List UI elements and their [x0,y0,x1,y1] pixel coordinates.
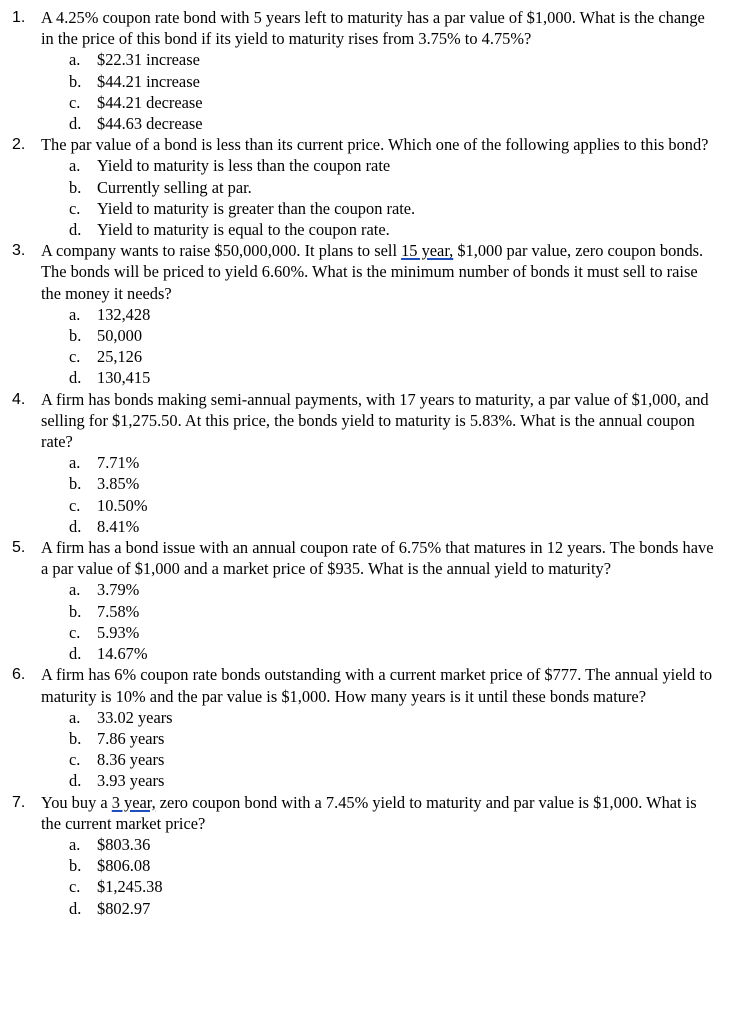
option-text: 10.50% [97,495,148,515]
option-text: 7.86 years [97,728,165,748]
option-letter: a. [69,580,81,600]
answer-options [41,49,720,134]
question-1 [0,7,738,134]
question-text: A firm has bonds making semi-annual payments, with 17 years to maturity, a par value of $1,000, and selling for $1,275.50. At this price, the bonds yield to maturity is 5.83%. What is the annual coupon rate? [41,389,709,452]
answer-option [41,473,720,494]
option-text: 3.79% [97,580,140,600]
option-text: Yield to maturity is less than the coupon rate [97,156,391,176]
option-letter: c. [69,750,81,770]
answer-option [41,728,720,749]
question-text-part: A company wants to raise $50,000,000. It plans to sell [41,241,402,261]
option-letter: c. [69,877,81,897]
document-body [0,7,738,919]
option-letter: d. [69,516,82,536]
option-text: 25,126 [97,347,143,367]
option-text: 3.85% [97,474,140,494]
answer-option [41,92,720,113]
option-letter: c. [69,347,81,367]
option-letter: b. [69,728,82,748]
answer-option [41,346,720,367]
question-number: 2. [12,136,26,154]
option-letter: d. [69,771,82,791]
underlined-term: 15 year, [401,241,454,261]
answer-options [41,834,720,919]
question-number: 3. [12,242,26,260]
option-letter: b. [69,326,82,346]
answer-option [41,601,720,622]
question-5 [0,537,738,664]
option-text: 14.67% [97,644,148,664]
option-letter: d. [69,644,82,664]
option-text: Yield to maturity is greater than the coupon rate. [97,198,416,218]
option-letter: a. [69,304,81,324]
option-letter: c. [69,622,81,642]
option-text: $1,245.38 [97,877,163,897]
option-letter: a. [69,156,81,176]
option-text: Yield to maturity is equal to the coupon rate. [97,220,390,240]
answer-option [41,155,720,176]
question-text [41,792,720,834]
question-text: The par value of a bond is less than its current price. Which one of the following applies to this bond? [41,135,709,155]
option-text: $44.21 increase [97,71,200,91]
option-text: 50,000 [97,326,143,346]
option-letter: d. [69,220,82,240]
option-text: 7.58% [97,601,140,621]
option-text: 3.93 years [97,771,165,791]
option-text: $806.08 [97,856,151,876]
answer-option [41,198,720,219]
answer-option [41,495,720,516]
answer-option [41,770,720,791]
option-letter: a. [69,834,81,854]
answer-option [41,707,720,728]
option-letter: c. [69,92,81,112]
option-letter: b. [69,856,82,876]
option-text: 33.02 years [97,707,173,727]
option-text: 5.93% [97,622,140,642]
option-letter: a. [69,50,81,70]
option-text: $802.97 [97,898,151,918]
option-letter: b. [69,177,82,197]
question-number: 7. [12,793,26,811]
question-3 [0,240,738,388]
answer-option [41,643,720,664]
answer-option [41,219,720,240]
answer-option [41,622,720,643]
question-7 [0,792,738,919]
question-text: A firm has a bond issue with an annual coupon rate of 6.75% that matures in 12 years. The bonds have a par value of $1,000 and a market price of $935. What is the annual yield to maturity? [41,538,714,579]
option-letter: b. [69,474,82,494]
answer-option [41,325,720,346]
option-text: 8.36 years [97,750,165,770]
answer-option [41,304,720,325]
answer-option [41,113,720,134]
option-letter: d. [69,368,82,388]
answer-option [41,177,720,198]
answer-option [41,49,720,70]
answer-option [41,579,720,600]
option-text: 130,415 [97,368,151,388]
option-text: 7.71% [97,453,140,473]
question-number: 5. [12,539,26,557]
question-4 [0,389,738,537]
option-text: $44.21 decrease [97,92,203,112]
option-letter: a. [69,453,81,473]
option-text: $44.63 decrease [97,114,203,134]
option-letter: c. [69,495,81,515]
answer-option [41,876,720,897]
question-text-part: zero coupon bond with a 7.45% yield to maturity and par value is $1,000. What is the current market price? [41,792,697,833]
question-text: A firm has 6% coupon rate bonds outstanding with a current market price of $777. The annual yield to maturity is 10% and the par value is $1,000. How many years is it until these bonds mature? [41,665,713,706]
question-text-part: $1,000 par value, zero coupon bonds. The bonds will be priced to yield 6.60%. What is the minimum number of bonds it must sell to raise the money it needs? [41,241,704,303]
option-text: $803.36 [97,834,151,854]
question-text: A 4.25% coupon rate bond with 5 years left to maturity has a par value of $1,000. What is the change in the price of this bond if its yield to maturity rises from 3.75% to 4.75%? [41,8,705,49]
answer-option [41,898,720,919]
option-text: 8.41% [97,516,140,536]
option-letter: d. [69,898,82,918]
question-text [41,240,720,304]
question-2 [0,134,738,240]
answer-option [41,516,720,537]
answer-options [41,579,720,664]
option-letter: b. [69,601,82,621]
answer-option [41,367,720,388]
answer-options [41,155,720,240]
option-text: Currently selling at par. [97,177,252,197]
answer-option [41,71,720,92]
option-text: $22.31 increase [97,50,200,70]
answer-option [41,855,720,876]
answer-option [41,452,720,473]
option-text: 132,428 [97,304,151,324]
question-number: 4. [12,390,26,408]
answer-options [41,304,720,389]
answer-option [41,834,720,855]
option-letter: b. [69,71,82,91]
option-letter: a. [69,707,81,727]
answer-options [41,452,720,537]
question-number: 1. [12,9,26,26]
answer-option [41,749,720,770]
question-text-part: You buy a [41,792,112,812]
question-6 [0,664,738,791]
option-letter: c. [69,198,81,218]
option-letter: d. [69,114,82,134]
question-number: 6. [12,666,26,684]
answer-options [41,707,720,792]
underlined-term: 3 year, [111,792,156,812]
